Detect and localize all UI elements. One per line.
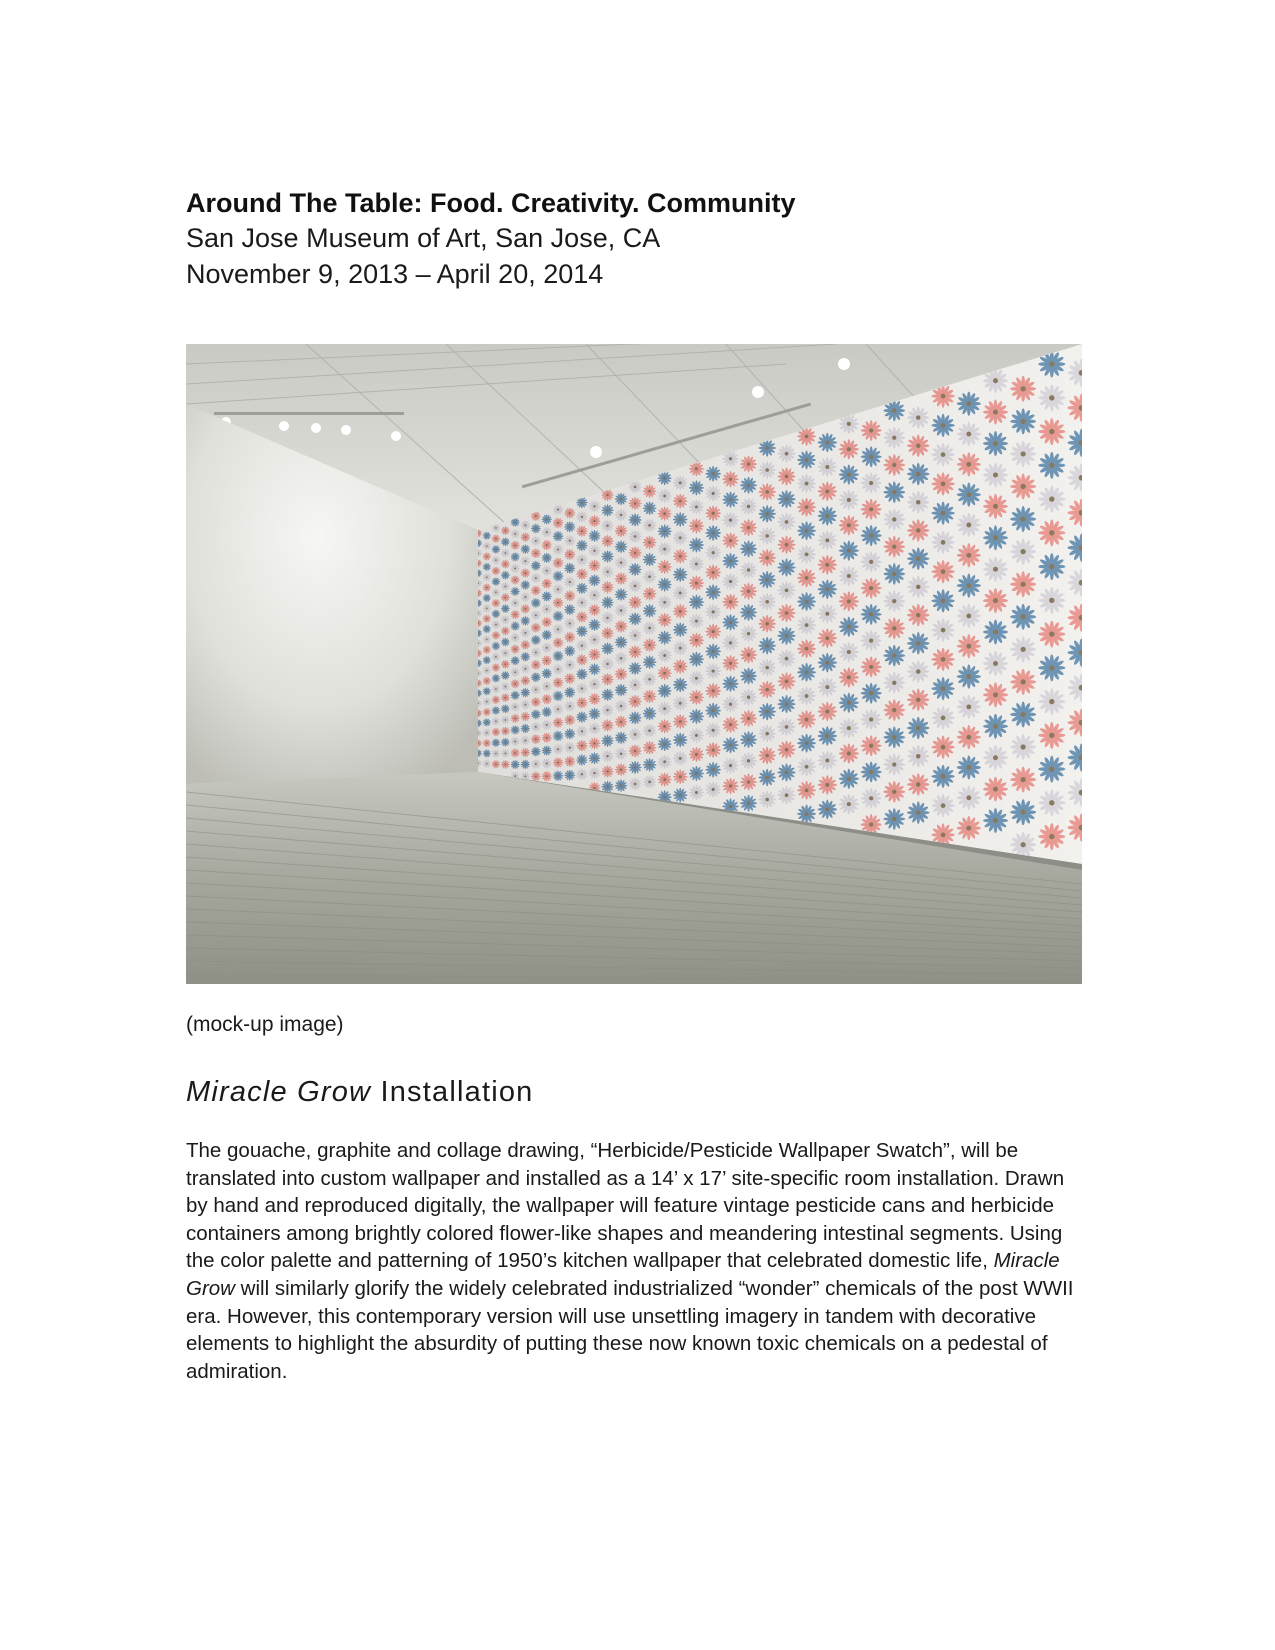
- description-part-2: will similarly glorify the widely celebrated industrialized “wonder” chemicals of the post WWII era. However, this contemporary version will use unsettling imagery in tandem with decorative elements to highlight the absurdity of putting these now known toxic chemicals on a pedestal of admiration.: [186, 1276, 1074, 1383]
- exhibition-title: Around The Table: Food. Creativity. Community: [186, 188, 796, 218]
- description-part-1: The gouache, graphite and collage drawing, “Herbicide/Pesticide Wallpaper Swatch”, will be translated into custom wallpaper and installed as a 14’ x 17’ site-specific room installation. Drawn by hand and reproduced digitally, the wallpaper will feature vintage pesticide cans and herbicide containers among brightly colored flower-like shapes and meandering intestinal segments. Using the color palette and patterning of 1950’s kitchen wallpaper that celebrated domestic life,: [186, 1139, 1065, 1273]
- exhibition-dates: November 9, 2013 – April 20, 2014: [186, 259, 604, 289]
- section-heading: [186, 1074, 534, 1110]
- page-header: [186, 186, 1086, 292]
- image-caption: (mock-up image): [186, 1013, 344, 1036]
- section-heading-rest: Installation: [371, 1076, 534, 1108]
- gallery-illustration: [186, 344, 1082, 984]
- section-heading-italic: Miracle Grow: [186, 1076, 372, 1108]
- description-paragraph: [186, 1137, 1086, 1385]
- gallery-mockup-image: [186, 344, 1082, 984]
- exhibition-venue: San Jose Museum of Art, San Jose, CA: [186, 223, 661, 253]
- description-italic-title: Miracle Grow: [186, 1249, 1060, 1300]
